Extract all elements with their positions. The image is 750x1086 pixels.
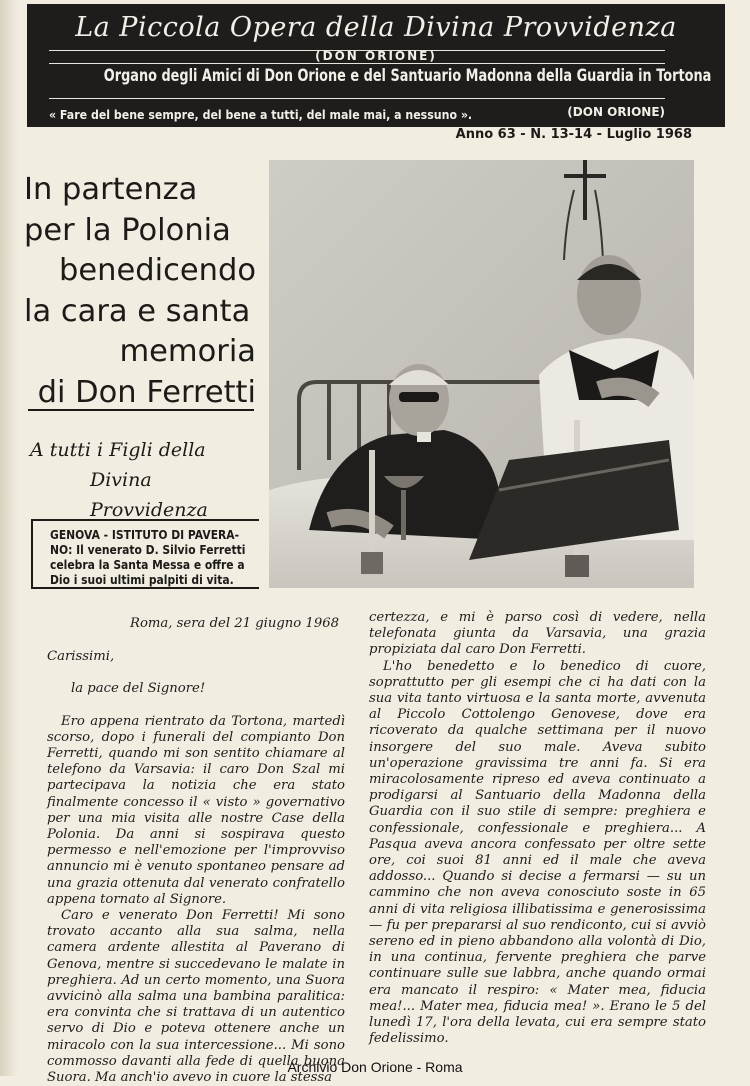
masthead-tag: (DON ORIONE) bbox=[567, 105, 665, 119]
article-column-right bbox=[369, 610, 706, 1047]
letter-greeting: la pace del Signore! bbox=[71, 681, 206, 697]
photo-illustration bbox=[269, 160, 694, 588]
caption-line: Dio i suoi ultimi palpiti di vita. bbox=[50, 572, 234, 587]
letter-paragraph: Ero appena rientrato da Tortona, martedì scorso, dopo i funerali del compianto Don Ferretti, quando mi son sentito chiamare al telefono da Varsavia: il caro Don Szal mi partecipava la notizia che era stato finalmente concesso il « visto » governativo per una mia visita alle nostre Case della Polonia. Da anni si sospirava questo permesso e nell'emozione per l'improvviso annuncio mi è venuto spontaneo pensare ad una grazia ottenuta dal venerato confratello appena tornato al Signore. bbox=[47, 713, 345, 907]
letter-paragraph: certezza, e mi è parso così di vedere, nella telefonata giunta da Varsavia, una grazia propiziata dal caro Don Ferretti. bbox=[369, 610, 706, 658]
caption-line: GENOVA - ISTITUTO DI PAVERA- bbox=[50, 527, 240, 542]
caption-line: celebra la Santa Messa e offre a bbox=[50, 557, 245, 572]
archive-footer: Archivio Don Orione - Roma bbox=[287, 1059, 463, 1075]
dedication-line: Divina Provvidenza bbox=[90, 469, 208, 521]
headline-line: benedicendo bbox=[59, 253, 256, 288]
photo-caption bbox=[31, 519, 259, 589]
headline-line: memoria bbox=[119, 334, 256, 369]
dedication-line: A tutti i Figli della bbox=[30, 439, 206, 461]
letter-salutation: Carissimi, bbox=[47, 649, 115, 665]
masthead-rule bbox=[49, 63, 665, 64]
letter-paragraph: Caro e venerato Don Ferretti! Mi sono trovato accanto alla sua salma, nella camera ardente allestita al Paverano di Genova, mentre si succedevano le malate in preghiera. Ad un certo momento, una Suora avvicinò alla salma una bambina paralitica: era convinta che si trattava di un autentico servo di Dio e poteva ottenere anche un miracolo con la sua intercessione... Mi sono commosso davanti alla fede di quella buona Suora. Ma anch'io avevo in cuore la stessa bbox=[47, 908, 345, 1086]
photograph bbox=[269, 160, 694, 588]
page-edge-shadow bbox=[0, 0, 18, 1076]
dedication bbox=[30, 435, 258, 525]
masthead bbox=[27, 4, 725, 127]
issue-info: Anno 63 - N. 13-14 - Luglio 1968 bbox=[455, 127, 692, 142]
headline-line: di Don Ferretti bbox=[37, 374, 256, 410]
article-column-left bbox=[47, 616, 345, 1086]
letter-paragraph: L'ho benedetto e lo benedico di cuore, soprattutto per gli esempi che ci ha dati con la sua vita tanto virtuosa e la santa morte, avvenuta al Piccolo Cottolengo Genovese, dove era ricoverato da qualche settimana per il nuovo insorgere del suo male. Aveva subito un'operazione gravissima tre anni fa. Si era miracolosamente ripreso ed aveva continuato a prodigarsi al Santuario della Madonna della Guardia con il suo stile di sempre: preghiera e confessionale, confessionale e preghiera... A Pasqua aveva ancora confessato per oltre sette ore, coi suoi 81 anni ed il male che aveva addosso... Quando si decise a fermarsi — su un cammino che non aveva conosciuto soste in 65 anni di vita religiosa illibatissima e generosissima — fu per prepararsi al suo rendiconto, cui si avviò sereno ed in pieno abbandono alla volontà di Dio, in una continua, fervente preghiera che parve continuare sulle sue labbra, anche quando ormai era mancato il respiro: « Mater mea, fiducia mea!... Mater mea, fiducia mea! ». Erano le 5 del lunedì 17, l'ora della levata, cui era sempre stato fedelissimo. bbox=[369, 658, 706, 1047]
headline bbox=[24, 170, 256, 413]
masthead-subtitle: (DON ORIONE) bbox=[315, 49, 437, 63]
masthead-rule bbox=[49, 98, 665, 99]
headline-rule bbox=[28, 409, 254, 411]
masthead-title: La Piccola Opera della Divina Provvidenza bbox=[75, 12, 677, 43]
headline-line: In partenza bbox=[24, 172, 198, 207]
headline-line: la cara e santa bbox=[24, 293, 251, 329]
masthead-motto: « Fare del bene sempre, del bene a tutti, del male mai, a nessuno ». bbox=[49, 107, 473, 122]
caption-line: NO: Il venerato D. Silvio Ferretti bbox=[50, 542, 246, 557]
letter-date: Roma, sera del 21 giugno 1968 bbox=[130, 616, 339, 631]
headline-line: per la Polonia bbox=[24, 212, 231, 248]
masthead-organ: Organo degli Amici di Don Orione e del Santuario Madonna della Guardia in Tortona bbox=[103, 66, 712, 85]
